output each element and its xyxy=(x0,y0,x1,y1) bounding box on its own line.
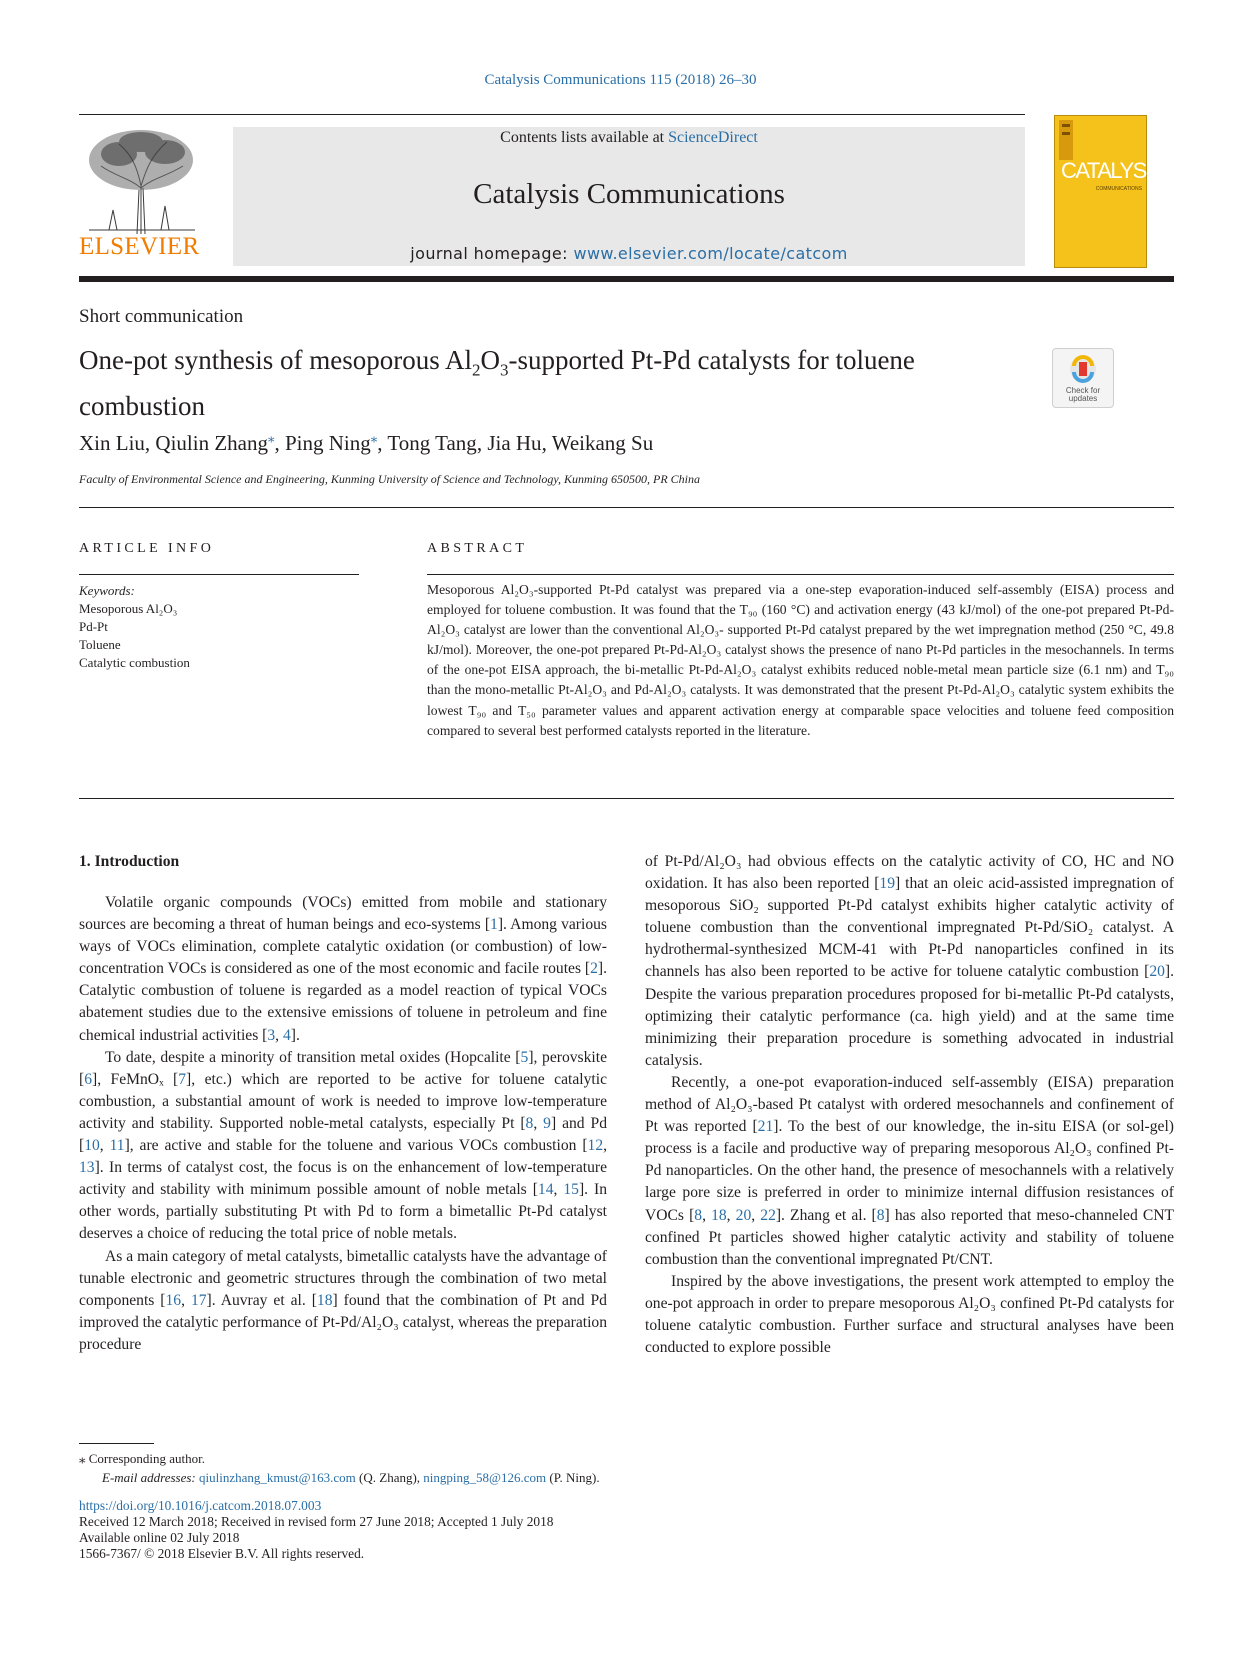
author-name[interactable]: Xin Liu xyxy=(79,431,145,455)
article-info-heading: ARTICLE INFO xyxy=(79,541,215,556)
doi-link[interactable]: https://doi.org/10.1016/j.catcom.2018.07.003 xyxy=(79,1498,322,1513)
email-owner-ning: (P. Ning). xyxy=(546,1470,600,1485)
reference-link[interactable]: 6 xyxy=(84,1070,92,1088)
paragraph-text: Recently, a one-pot evaporation-induced self-assembly (EISA) preparation method of Al₂O₃-based Pt catalyst with ordered mesochannels and confinement of Pt was reported [ xyxy=(645,1073,1174,1136)
body-column-right xyxy=(645,851,1174,1359)
paragraph-text: ]. Despite the various preparation procedures proposed for bi-metallic Pt-Pd catalysts, optimizing their catalytic performance (ca. high yield) and at the same time minimizing their preparation procedure is something advocated in industrial catalysis. xyxy=(645,963,1174,1069)
paragraph-text: ] that an oleic acid-assisted impregnation of mesoporous SiO₂ supported Pt-Pd catalyst exhibits higher catalytic activity of toluene combustion than the conventional impregnated Pt-Pd/SiO₂ catalyst. A hydrothermal-synthesized MCM-41 with Pt-Pd nanoparticles confined in its channels has also been reported to be active for toluene catalytic combustion [ xyxy=(645,875,1174,981)
email-line xyxy=(102,1468,600,1487)
article-title xyxy=(79,342,979,425)
reference-link[interactable]: 12 xyxy=(587,1137,604,1155)
reference-link[interactable]: 18 xyxy=(711,1206,727,1224)
reference-link[interactable]: 15 xyxy=(563,1181,579,1199)
reference-link[interactable]: 19 xyxy=(879,875,895,893)
homepage-link[interactable]: www.elsevier.com/locate/catcom xyxy=(573,244,848,263)
abstract-rule xyxy=(427,574,1174,575)
paragraph-text: To date, despite a minority of transition metal oxides (Hopcalite [ xyxy=(105,1048,521,1066)
reference-link[interactable]: 10 xyxy=(84,1137,100,1155)
paragraph-text: ]. xyxy=(290,1026,300,1044)
journal-citation-link[interactable]: Catalysis Communications 115 (2018) 26–30 xyxy=(484,72,757,88)
elsevier-logo[interactable] xyxy=(79,126,204,266)
paragraph-text: ] found that the combination of Pt and Pd improved the catalytic performance of Pt-Pd/Al₂O₃ catalyst, whereas the preparation procedure xyxy=(79,1291,607,1353)
paragraph-text: , xyxy=(99,1137,110,1155)
footnote-rule xyxy=(79,1443,154,1444)
title-sub-2: 3 xyxy=(499,360,509,380)
check-for-updates-button[interactable] xyxy=(1052,348,1114,408)
journal-banner xyxy=(233,127,1025,266)
cover-decoration-icon xyxy=(1059,120,1073,160)
left-paragraphs xyxy=(79,892,607,1356)
abstract-text: Mesoporous Al₂O₃-supported Pt-Pd catalyst was prepared via a one-step evaporation-induced self-assembly (EISA) process and employed for toluene combustion. It was found that the T₉₀ (160 °C) and activation energy (43 kJ/mol) of the one-pot prepared Pt-Pd-Al₂O₃ catalyst are lower than the conventional Al₂O₃- supported Pt-Pd catalyst prepared by the wet impregnation method (250 °C, 49.8 kJ/mol). Moreover, the one-pot prepared Pt-Pd-Al₂O₃ catalyst shows the presence of nano Pt-Pd particles in the mesochannels. In terms of the one-pot EISA approach, the bi-metallic Pt-Pd-Al₂O₃ catalyst exhibits reduced noble-metal mean particle size (6.1 nm) and T₉₀ than the mono-metallic Pt-Al₂O₃ and Pd-Al₂O₃ catalysts. It was demonstrated that the present Pt-Pd-Al₂O₃ catalytic system exhibits the lowest T₉₀ and T₅₀ parameter values and apparent activation energy at comparable space velocities and toluene feed composition compared to several best performed catalysts reported in the literature. xyxy=(427,582,1174,738)
reference-link[interactable]: 5 xyxy=(520,1048,529,1066)
title-part-b: O xyxy=(480,345,500,375)
paragraph-text: , xyxy=(726,1206,736,1224)
title-part-c: -supported Pt-Pd catalysts for toluene combustion xyxy=(79,345,915,422)
keyword-item: Pd-Pt xyxy=(79,619,108,634)
body-paragraph xyxy=(79,1246,607,1356)
paragraph-text: ] has also reported that meso-channeled CNT confined Pt particles showed higher catalytic activity and stability of toluene combustion than the conventional impregnated Pt/CNT. xyxy=(645,1206,1175,1268)
crossmark-label: Check for updates xyxy=(1065,386,1101,403)
author-separator: , xyxy=(144,431,156,455)
paragraph-text: As a main category of metal catalysts, bimetallic catalysts have the advantage of tunable electronic and geometric structures through the combination of two metal components [ xyxy=(79,1247,607,1309)
author-separator: , xyxy=(476,431,488,455)
author-name[interactable]: Tong Tang xyxy=(387,431,477,455)
paragraph-text: ], FeMnOₓ [ xyxy=(92,1070,179,1088)
reference-link[interactable]: 16 xyxy=(165,1291,182,1309)
keyword-item: Toluene xyxy=(79,637,121,652)
contents-prefix: Contents lists available at xyxy=(500,129,669,146)
reference-link[interactable]: 4 xyxy=(282,1026,291,1044)
title-sub-1: 2 xyxy=(471,360,481,380)
reference-link[interactable]: 8 xyxy=(525,1114,534,1132)
abstract-bottom-rule xyxy=(79,798,1174,799)
reference-link[interactable]: 14 xyxy=(537,1181,554,1199)
reference-link[interactable]: 13 xyxy=(79,1159,95,1177)
body-paragraph xyxy=(79,892,607,1047)
crossmark-icon xyxy=(1068,354,1098,384)
body-paragraph xyxy=(79,1047,607,1246)
reference-link[interactable]: 3 xyxy=(267,1026,276,1044)
email-link-zhang[interactable]: qiulinzhang_kmust@163.com xyxy=(199,1470,356,1485)
author-name[interactable]: Qiulin Zhang xyxy=(155,431,268,455)
abstract-heading: ABSTRACT xyxy=(427,541,528,556)
footnotes xyxy=(79,1449,600,1487)
reference-link[interactable]: 17 xyxy=(190,1291,207,1309)
paragraph-text: of Pt-Pd/Al₂O₃ had obvious effects on the catalytic activity of CO, HC and NO oxidation. It has also been reported [ xyxy=(645,853,1174,893)
reference-link[interactable]: 9 xyxy=(543,1114,551,1132)
author-name[interactable]: Ping Ning xyxy=(285,431,371,455)
email-link-ning[interactable]: ningping_58@126.com xyxy=(423,1470,547,1485)
author-separator: , xyxy=(541,431,552,455)
article-info-rule xyxy=(79,574,359,575)
journal-title: Catalysis Communications xyxy=(473,178,785,210)
corresponding-author-marker[interactable]: ⁎ xyxy=(370,430,378,445)
cover-title: CATALYSIS xyxy=(1061,158,1164,183)
elsevier-wordmark: ELSEVIER xyxy=(79,233,200,260)
paragraph-text: ]. Catalytic combustion of toluene is regarded as a model reaction of typical VOCs abatement studies due to the extensive emissions of toluene in petroleum and fine chemical industrial activities [ xyxy=(79,960,608,1044)
keywords-label: Keywords: xyxy=(79,583,135,598)
reference-link[interactable]: 2 xyxy=(590,960,598,978)
paragraph-text: , xyxy=(533,1114,544,1132)
homepage-line xyxy=(233,244,1025,263)
available-online: Available online 02 July 2018 xyxy=(79,1530,240,1545)
keyword-item: Mesoporous Al₂O₃ xyxy=(79,601,178,616)
paragraph-text: ]. In other words, partially substituting Pt with Pd to form a bimetallic Pt-Pd catalyst deserves a choice of reducing the total price of noble metals. xyxy=(79,1181,607,1243)
head-rule xyxy=(79,507,1174,508)
reference-link[interactable]: 8 xyxy=(876,1206,885,1224)
article-type: Short communication xyxy=(79,306,244,327)
body-paragraph xyxy=(645,1271,1174,1359)
copyright: 1566-7367/ © 2018 Elsevier B.V. All rights reserved. xyxy=(79,1546,365,1561)
elsevier-tree-icon xyxy=(79,126,204,236)
reference-link[interactable]: 7 xyxy=(178,1070,187,1088)
email-label: E-mail addresses: xyxy=(102,1470,196,1485)
email-owner-zhang: (Q. Zhang), xyxy=(355,1470,424,1485)
keywords-block xyxy=(79,582,190,672)
reference-link[interactable]: 20 xyxy=(1149,963,1165,981)
reference-link[interactable]: 18 xyxy=(316,1291,333,1309)
header-thick-rule xyxy=(79,276,1174,282)
author-name[interactable]: Weikang Su xyxy=(551,431,654,455)
paragraph-text: , xyxy=(553,1181,564,1199)
reference-link[interactable]: 21 xyxy=(757,1118,774,1136)
paragraph-text: ], perovskite [ xyxy=(79,1048,607,1088)
paragraph-text: ]. Zhang et al. [ xyxy=(775,1206,877,1224)
author-list xyxy=(79,430,653,456)
cover-subtitle: COMMUNICATIONS xyxy=(1095,186,1142,192)
publication-info xyxy=(79,1498,554,1562)
journal-cover-thumbnail[interactable] xyxy=(1054,115,1164,268)
author-separator: , xyxy=(377,431,388,455)
paragraph-text: ]. Auvray et al. [ xyxy=(206,1291,317,1309)
paragraph-text: ], etc.) which are reported to be active for toluene catalytic combustion, a substantial amount of work is needed to improve low-temperature activity and stability. Supported noble-metal catalysts, especially Pt [ xyxy=(79,1070,607,1132)
affiliation: Faculty of Environmental Science and Engineering, Kunming University of Science and Technology, Kunming 650500, PR China xyxy=(79,472,701,486)
reference-link[interactable]: 8 xyxy=(694,1206,703,1224)
author-separator: , xyxy=(274,431,285,455)
homepage-prefix: journal homepage: xyxy=(410,244,574,263)
reference-link[interactable]: 20 xyxy=(735,1206,752,1224)
paragraph-text: ]. To the best of our knowledge, the in-situ EISA (or sol-gel) process is a facile and productive way of preparing mesoporous Al₂O₃ confined Pt-Pd nanoparticles. On the other hand, the presence of mesochannels with a relatively large pore size is preferred in order to minimize internal diffusion resistances of VOCs [ xyxy=(645,1118,1174,1224)
reference-link[interactable]: 22 xyxy=(760,1206,776,1224)
paragraph-text: , xyxy=(751,1206,761,1224)
paragraph-text: , xyxy=(702,1206,712,1224)
body-column-left xyxy=(79,851,607,1356)
paragraph-text: ] and Pd [ xyxy=(79,1114,607,1155)
body-paragraph xyxy=(645,1072,1174,1271)
paragraph-text: ], are active and stable for the toluene and various VOCs combustion [ xyxy=(124,1137,588,1155)
paragraph-text: ]. Among various ways of VOCs elimination, complete catalytic oxidation (or combustion) of low-concentration VOCs is considered as one of the most economic and facile routes [ xyxy=(79,916,607,978)
sciencedirect-link[interactable]: ScienceDirect xyxy=(668,129,758,146)
header-rule xyxy=(79,114,1025,115)
paragraph-text: Inspired by the above investigations, the present work attempted to employ the one-pot approach in order to prepare mesoporous Al₂O₃ confined Pt-Pd catalysts for toluene catalytic combustion. Further surface and structural analyses have been conducted to explore possible xyxy=(645,1272,1174,1357)
section-title: 1. Introduction xyxy=(79,853,180,870)
keyword-item: Catalytic combustion xyxy=(79,655,190,670)
contents-line xyxy=(233,127,1025,148)
title-part-a: One-pot synthesis of mesoporous Al xyxy=(79,345,472,375)
received-dates: Received 12 March 2018; Received in revised form 27 June 2018; Accepted 1 July 2018 xyxy=(79,1514,554,1529)
paragraph-text: , xyxy=(181,1291,191,1309)
reference-link[interactable]: 1 xyxy=(490,916,498,934)
right-paragraphs xyxy=(645,851,1174,1359)
corresponding-author-note: ⁎ Corresponding author. xyxy=(79,1451,206,1466)
reference-link[interactable]: 11 xyxy=(109,1137,125,1155)
paragraph-text: ]. In terms of catalyst cost, the focus is on the enhancement of low-temperature activity and stability with minimum possible amount of noble metals [ xyxy=(79,1159,607,1199)
paragraph-text: , xyxy=(603,1137,608,1155)
author-name[interactable]: Jia Hu xyxy=(487,431,542,455)
paragraph-text: , xyxy=(275,1026,283,1044)
body-paragraph xyxy=(645,851,1174,1072)
paragraph-text: Volatile organic compounds (VOCs) emitted from mobile and stationary sources are becoming a threat of human beings and eco-systems [ xyxy=(79,894,607,934)
corresponding-author-marker[interactable]: ⁎ xyxy=(268,430,275,445)
